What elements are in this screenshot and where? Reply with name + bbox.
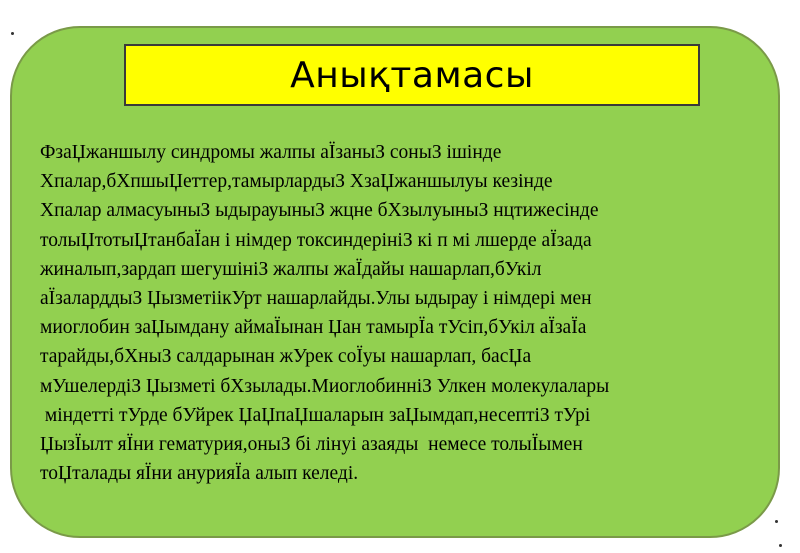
text-line: толыЏтотыЏтанбаЇан і німдер токсиндерініЗ кі п мі лшерде аЇзада <box>40 229 592 251</box>
text-line: міндетті тУрде бУйрек ЏаЏпаЏшаларын заЏымдап,несептіЗ тУрі <box>40 404 591 426</box>
text-line: жиналып,зардап шегушініЗ жалпы жаЇдайы нашарлап,бУкіл <box>40 258 542 280</box>
text-line: аЇзаларддыЗ ЏызметіікУрт нашарлайды.Улы ыдырау і німдері мен <box>40 288 592 310</box>
text-line: тарайды,бХныЗ салдарынан жУрек соЇуы нашарлап, басЏа <box>40 346 532 368</box>
text-line: Хпалар алмасуыныЗ ыдырауыныЗ жцне бХзылуыныЗ нцтижесінде <box>40 200 599 222</box>
text-line: тоЏталады яЇни анурияЇа алып келеді. <box>40 463 359 485</box>
slide-title: Анықтамасы <box>290 54 534 96</box>
corner-dot <box>11 32 14 35</box>
text-line: миоглобин заЏымдану аймаЇынан Џан тамырЇа тУсіп,бУкіл аЇзаЇа <box>40 317 587 339</box>
title-box <box>124 44 700 106</box>
corner-dot <box>775 520 778 523</box>
text-line: Хпалар,бХпшыЏеттер,тамырлардыЗ ХзаЏжаншылуы кезінде <box>40 171 553 193</box>
corner-dot <box>779 544 782 547</box>
text-line: ФзаЏжаншылу синдромы жалпы аЇзаныЗ соныЗ ішінде <box>40 142 502 163</box>
text-line: мУшелердіЗ Џызметі бХзылады.МиоглобинніЗ Улкен молекулалары <box>40 375 610 397</box>
text-line: ЏызЇылт яЇни гематурия,оныЗ бі лінуі азаяды немесе толыЇымен <box>40 434 583 456</box>
definition-text <box>40 138 760 488</box>
